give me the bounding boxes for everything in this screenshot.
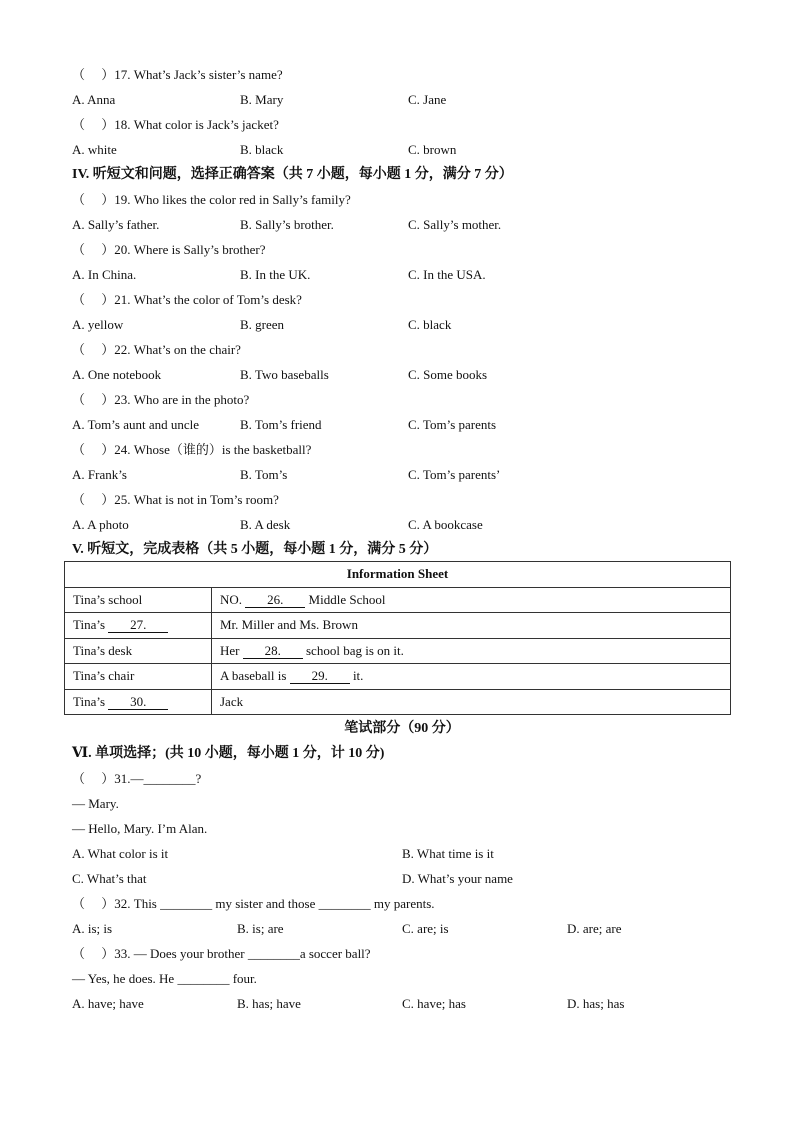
option-a[interactable]: A. have; have: [72, 996, 144, 1011]
question-32-stem: （ ）32. This ________ my sister and those ________ my parents.: [72, 896, 435, 911]
option-d[interactable]: D. has; has: [567, 996, 625, 1011]
option-b[interactable]: B. A desk: [240, 517, 291, 532]
option-b[interactable]: B. Two baseballs: [240, 367, 329, 382]
question-17-stem: （ ）17. What’s Jack’s sister’s name?: [72, 67, 283, 82]
question-18-options: [72, 137, 732, 162]
option-b[interactable]: B. black: [240, 142, 284, 157]
table-title: Information Sheet: [65, 562, 731, 588]
option-b[interactable]: B. green: [240, 317, 285, 332]
question-23-options: [72, 412, 732, 437]
question-25-options: [72, 512, 732, 537]
option-a[interactable]: A. Anna: [72, 92, 116, 107]
option-c[interactable]: C. What’s that: [72, 871, 147, 886]
question-33-stem: （ ）33. — Does your brother ________a soccer ball?: [72, 946, 371, 961]
row-label: Tina’s school: [73, 591, 143, 607]
option-a[interactable]: A. In China.: [72, 267, 137, 282]
option-c[interactable]: C. Jane: [408, 92, 447, 107]
row-pre: A baseball is: [220, 668, 290, 684]
question-22-stem: （ ）22. What’s on the chair?: [72, 342, 241, 357]
section-4-heading: IV. 听短文和问题，选择正确答案（共 7 小题，每小题 1 分，满分 7 分）: [72, 167, 513, 182]
answer-blank-27[interactable]: 27.: [108, 618, 168, 633]
section-5-heading: V. 听短文，完成表格（共 5 小题，每小题 1 分，满分 5 分）: [72, 542, 438, 557]
section-6-heading: Ⅵ. 单项选择；(共 10 小题，每小题 1 分，计 10 分): [72, 746, 385, 761]
question-19-options: [72, 212, 732, 237]
table-row: [65, 587, 731, 613]
option-c[interactable]: C. have; has: [402, 996, 466, 1011]
question-25-stem: （ ）25. What is not in Tom’s room?: [72, 492, 279, 507]
answer-blank-29[interactable]: 29.: [290, 669, 350, 684]
table-row: [65, 638, 731, 664]
option-a[interactable]: A. What color is it: [72, 846, 169, 861]
option-d[interactable]: D. are; are: [567, 921, 622, 936]
row-post: school bag is on it.: [302, 642, 404, 658]
question-19-stem: （ ）19. Who likes the color red in Sally’s family?: [72, 192, 351, 207]
question-23-stem: （ ）23. Who are in the photo?: [72, 392, 250, 407]
question-21-options: [72, 312, 732, 337]
question-24-stem: （ ）24. Whose（谁的）is the basketball?: [72, 442, 312, 457]
question-24-options: [72, 462, 732, 487]
option-c[interactable]: C. black: [408, 317, 452, 332]
option-c[interactable]: C. In the USA.: [408, 267, 486, 282]
option-a[interactable]: A. yellow: [72, 317, 124, 332]
option-c[interactable]: C. Tom’s parents’: [408, 467, 501, 482]
option-a[interactable]: A. A photo: [72, 517, 129, 532]
written-section: [72, 716, 732, 1016]
table-header-row: [65, 562, 731, 588]
option-d[interactable]: D. What’s your name: [402, 871, 513, 886]
row-label: Tina’s chair: [73, 668, 135, 684]
option-b[interactable]: B. In the UK.: [240, 267, 311, 282]
row-label: Tina’s: [73, 617, 109, 633]
question-33-dialog-line: — Yes, he does. He ________ four.: [72, 971, 257, 986]
option-a[interactable]: A. One notebook: [72, 367, 162, 382]
question-20-stem: （ ）20. Where is Sally’s brother?: [72, 242, 266, 257]
answer-blank-28[interactable]: 28.: [243, 644, 303, 659]
row-value: Jack: [220, 693, 244, 709]
option-b[interactable]: B. Tom’s friend: [240, 417, 322, 432]
question-31-options-row: [72, 866, 732, 891]
question-31-options-row: [72, 841, 732, 866]
option-a[interactable]: A. white: [72, 142, 117, 157]
row-label: Tina’s: [73, 693, 109, 709]
table-row: [65, 613, 731, 639]
exam-page: [72, 62, 732, 562]
table-row: [65, 689, 731, 715]
answer-blank-30[interactable]: 30.: [108, 695, 168, 710]
question-21-stem: （ ）21. What’s the color of Tom’s desk?: [72, 292, 302, 307]
option-c[interactable]: C. Tom’s parents: [408, 417, 497, 432]
option-c[interactable]: C. A bookcase: [408, 517, 483, 532]
option-b[interactable]: B. Tom’s: [240, 467, 288, 482]
option-a[interactable]: A. Frank’s: [72, 467, 127, 482]
option-b[interactable]: B. Sally’s brother.: [240, 217, 334, 232]
option-c[interactable]: C. Some books: [408, 367, 488, 382]
question-22-options: [72, 362, 732, 387]
option-c[interactable]: C. Sally’s mother.: [408, 217, 502, 232]
row-label: Tina’s desk: [73, 642, 133, 658]
option-b[interactable]: B. has; have: [237, 996, 301, 1011]
option-b[interactable]: B. Mary: [240, 92, 284, 107]
answer-blank-26[interactable]: 26.: [245, 593, 305, 608]
question-32-options: [72, 916, 732, 941]
option-b[interactable]: B. is; are: [237, 921, 284, 936]
question-31-stem: （ ）31.—________?: [72, 771, 202, 786]
option-b[interactable]: B. What time is it: [402, 846, 494, 861]
row-pre: Her: [220, 642, 243, 658]
option-a[interactable]: A. Sally’s father.: [72, 217, 160, 232]
table-row: [65, 664, 731, 690]
option-a[interactable]: A. Tom’s aunt and uncle: [72, 417, 200, 432]
question-20-options: [72, 262, 732, 287]
question-18-stem: （ ）18. What color is Jack’s jacket?: [72, 117, 279, 132]
written-part-title: 笔试部分（90 分）: [344, 721, 460, 736]
question-33-options: [72, 991, 732, 1016]
question-31-dialog-line: — Mary.: [72, 796, 119, 811]
option-c[interactable]: C. brown: [408, 142, 457, 157]
question-17-options: [72, 87, 732, 112]
row-post: Middle School: [305, 591, 386, 607]
information-sheet-table: [64, 561, 731, 715]
question-31-dialog-line: — Hello, Mary. I’m Alan.: [72, 821, 208, 836]
row-value: Mr. Miller and Ms. Brown: [220, 617, 358, 633]
row-pre: NO.: [220, 591, 246, 607]
row-post: it.: [349, 668, 364, 684]
option-a[interactable]: A. is; is: [72, 921, 113, 936]
option-c[interactable]: C. are; is: [402, 921, 449, 936]
